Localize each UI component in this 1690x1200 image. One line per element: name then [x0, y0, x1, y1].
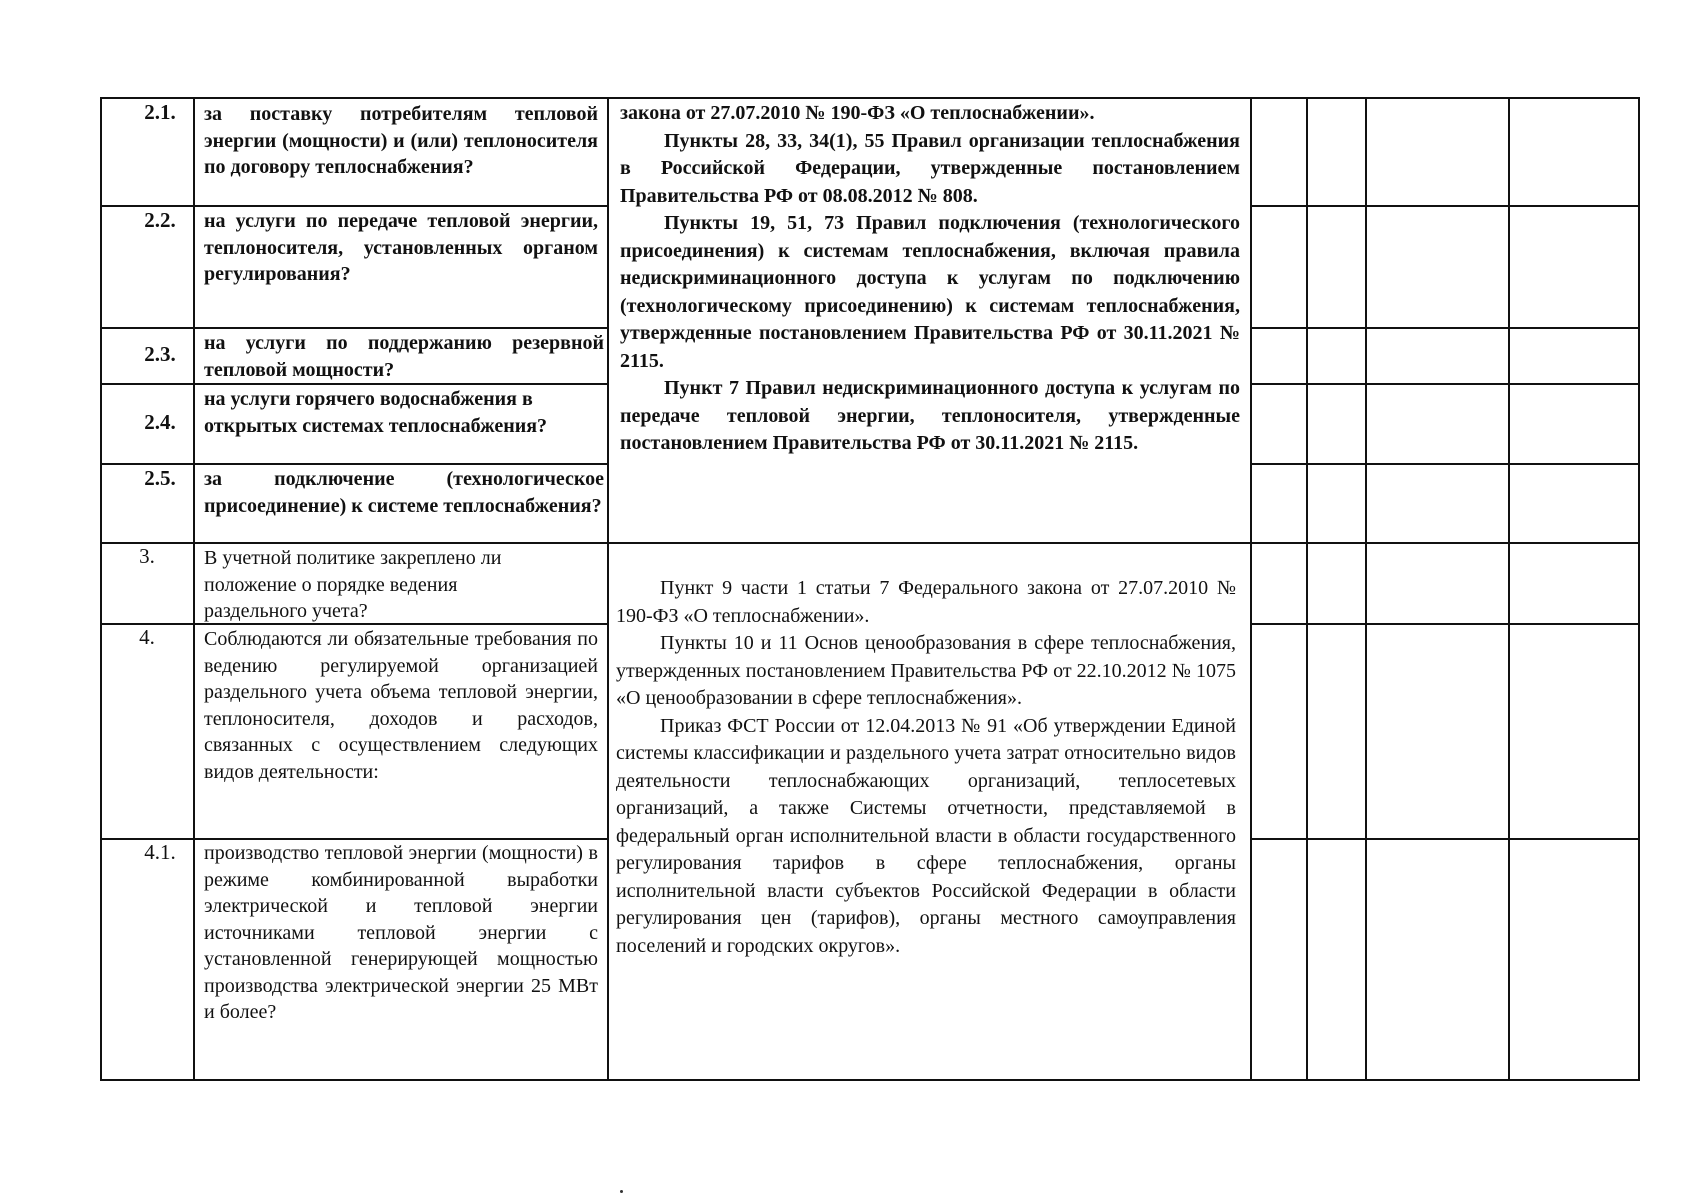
row-number: 2.3.: [144, 342, 176, 366]
legal-reference-block: [620, 100, 1240, 458]
legal-reference: закона от 27.07.2010 № 190-ФЗ «О теплоснабжении».: [620, 102, 1095, 124]
question-text: Соблюдаются ли обязательные требования по ведению регулируемой организацией раздельного учета объема тепловой энергии, теплоносителя, доходов и расходов, связанных с осуществлением следующих видов деятельности:: [204, 628, 598, 783]
col-divider: [607, 97, 609, 1081]
question-text: на услуги горячего водоснабжения в открытых системах теплоснабжения?: [204, 388, 548, 437]
row-divider: [1250, 327, 1640, 329]
row-divider: [1250, 463, 1640, 465]
row-number: 2.2.: [144, 208, 176, 232]
question-text: на услуги по поддержанию резервной тепловой мощности?: [204, 332, 604, 381]
row-number: 2.1.: [144, 100, 176, 124]
row-divider: [1250, 838, 1640, 840]
question-text: В учетной политике закреплено ли положение о порядке ведения раздельного учета?: [204, 547, 502, 622]
question-text: за подключение (технологическое присоединение) к системе теплоснабжения?: [204, 468, 604, 517]
legal-reference: Пункты 19, 51, 73 Правил подключения (технологического присоединения) к системам теплоснабжения, включая правила недискриминационного доступа к услугам по подключению (технологическому присоединению) к системам теплоснабжения, утвержденные постановлением Правительства РФ от 30.11.2021 № 2115.: [620, 212, 1240, 372]
legal-reference: Пункты 10 и 11 Основ ценообразования в сфере теплоснабжения, утвержденных постановлением Правительства РФ от 22.10.2012 № 1075 «О ценообразовании в сфере теплоснабжения».: [616, 632, 1236, 709]
row-divider: [100, 383, 607, 385]
col-divider: [1306, 97, 1308, 1081]
row-divider: [100, 463, 607, 465]
col-divider: [1365, 97, 1367, 1081]
row-divider: [100, 205, 607, 207]
col-divider: [1250, 97, 1252, 1081]
row-divider: [100, 542, 1640, 544]
row-divider: [100, 327, 607, 329]
legal-reference: Пункт 9 части 1 статьи 7 Федерального закона от 27.07.2010 № 190-ФЗ «О теплоснабжении».: [616, 577, 1236, 627]
question-text: производство тепловой энергии (мощности) в режиме комбинированной выработки электрической и тепловой энергии источниками тепловой энергии с установленной генерирующей мощностью производства электрической энергии 25 МВт и более?: [204, 842, 598, 1023]
row-divider: [1250, 383, 1640, 385]
row-number: 4.1.: [144, 840, 176, 864]
row-divider: [1250, 623, 1640, 625]
question-text: за поставку потребителям тепловой энергии (мощности) и (или) теплоносителя по договору теплоснабжения?: [204, 103, 598, 178]
row-number: 3.: [139, 544, 155, 568]
scan-speck: [620, 1190, 623, 1193]
row-number: 2.4.: [144, 410, 176, 434]
legal-reference: Пункт 7 Правил недискриминационного доступа к услугам по передаче тепловой энергии, теплоносителя, утвержденные постановлением Правительства РФ от 30.11.2021 № 2115.: [620, 377, 1240, 454]
legal-reference: Приказ ФСТ России от 12.04.2013 № 91 «Об утверждении Единой системы классификации и раздельного учета затрат относительно видов деятельности теплоснабжающих организаций, теплосетевых организаций, а также Системы отчетности, представляемой в федеральный орган исполнительной власти в области государственного регулирования тарифов в сфере теплоснабжения, органы исполнительной власти субъектов Российской Федерации в области регулирования цен (тарифов), органы местного самоуправления поселений и городских округов».: [616, 714, 1236, 957]
row-number: 4.: [139, 625, 155, 649]
col-divider: [1508, 97, 1510, 1081]
col-divider: [193, 97, 195, 1081]
row-divider: [1250, 205, 1640, 207]
legal-reference-block: [616, 575, 1236, 960]
question-text: на услуги по передаче тепловой энергии, теплоносителя, установленных органом регулирования?: [204, 210, 598, 285]
legal-reference: Пункты 28, 33, 34(1), 55 Правил организации теплоснабжения в Российской Федерации, утвержденные постановлением Правительства РФ от 08.08.2012 № 808.: [620, 129, 1240, 207]
row-number: 2.5.: [144, 466, 176, 490]
